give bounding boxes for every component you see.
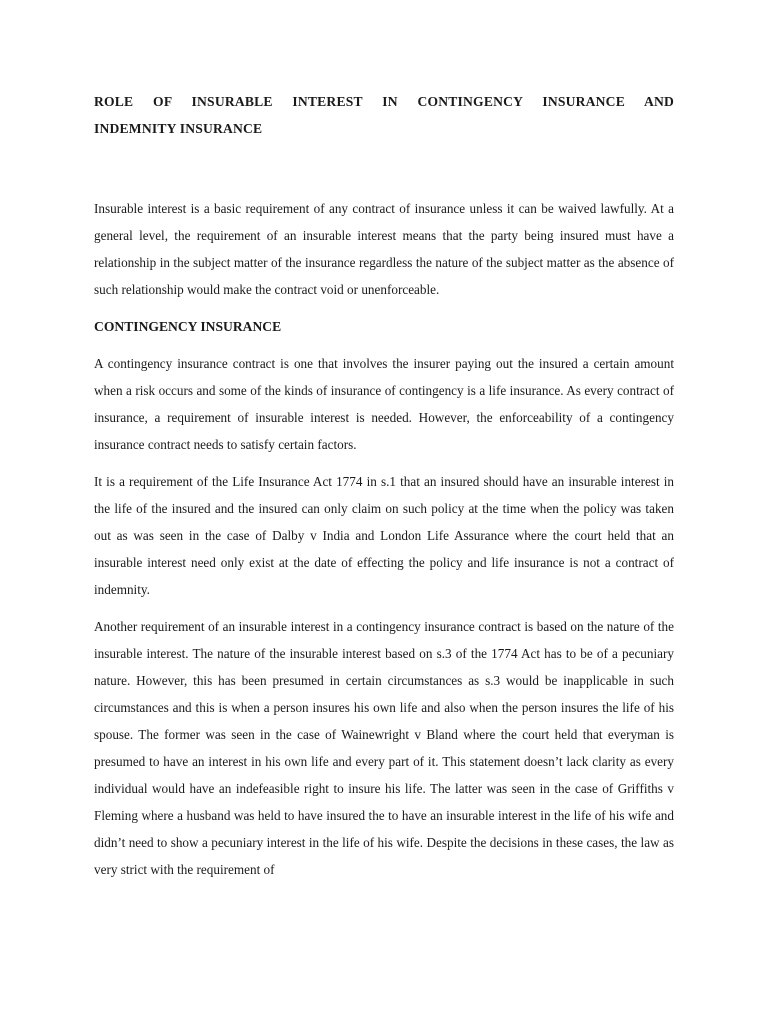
body-paragraph-1: A contingency insurance contract is one that involves the insurer paying out the insured a certain amount when a risk occurs and some of the kinds of insurance of contingency is a life insurance. As every contract of insurance, a requirement of insurable interest is needed. However, the enforceability of a contingency insurance contract needs to satisfy certain factors.	[94, 356, 674, 452]
body-paragraph-3: Another requirement of an insurable interest in a contingency insurance contract is based on the nature of the insurable interest. The nature of the insurable interest based on s.3 of the 1774 Act has to be of a pecuniary nature. However, this has been presumed in certain circumstances as s.3 would be inapplicable in such circumstances and this is when a person insures his own life and also when the person insures the life of his spouse. The former was seen in the case of Wainewright v Bland where the court held that everyman is presumed to have an interest in his own life and every part of it. This statement doesn’t lack clarity as every individual would have an indefeasible right to insure his life. The latter was seen in the case of Griffiths v Fleming where a husband was held to have insured the to have an insurable interest in the life of his wife and didn’t need to show a pecuniary interest in the life of his wife. Despite the decisions in these cases, the law as very strict with the requirement of	[94, 619, 674, 877]
document-title-line1: ROLE OF INSURABLE INTEREST IN CONTINGENCY INSURANCE AND	[94, 94, 674, 109]
intro-paragraph: Insurable interest is a basic requirement of any contract of insurance unless it can be waived lawfully. At a general level, the requirement of an insurable interest means that the party being insured must have a relationship in the subject matter of the insurance regardless the nature of the subject matter as the absence of such relationship would make the contract void or unenforceable.	[94, 201, 674, 297]
document-title-line2: INDEMNITY INSURANCE	[94, 121, 263, 136]
document-page	[94, 88, 674, 883]
body-paragraph-2: It is a requirement of the Life Insurance Act 1774 in s.1 that an insured should have an insurable interest in the life of the insured and the insured can only claim on such policy at the time when the policy was taken out as was seen in the case of Dalby v India and London Life Assurance where the court held that an insurable interest need only exist at the date of effecting the policy and life insurance is not a contract of indemnity.	[94, 474, 674, 597]
section-heading-contingency: CONTINGENCY INSURANCE	[94, 319, 282, 334]
document-title	[94, 88, 674, 142]
